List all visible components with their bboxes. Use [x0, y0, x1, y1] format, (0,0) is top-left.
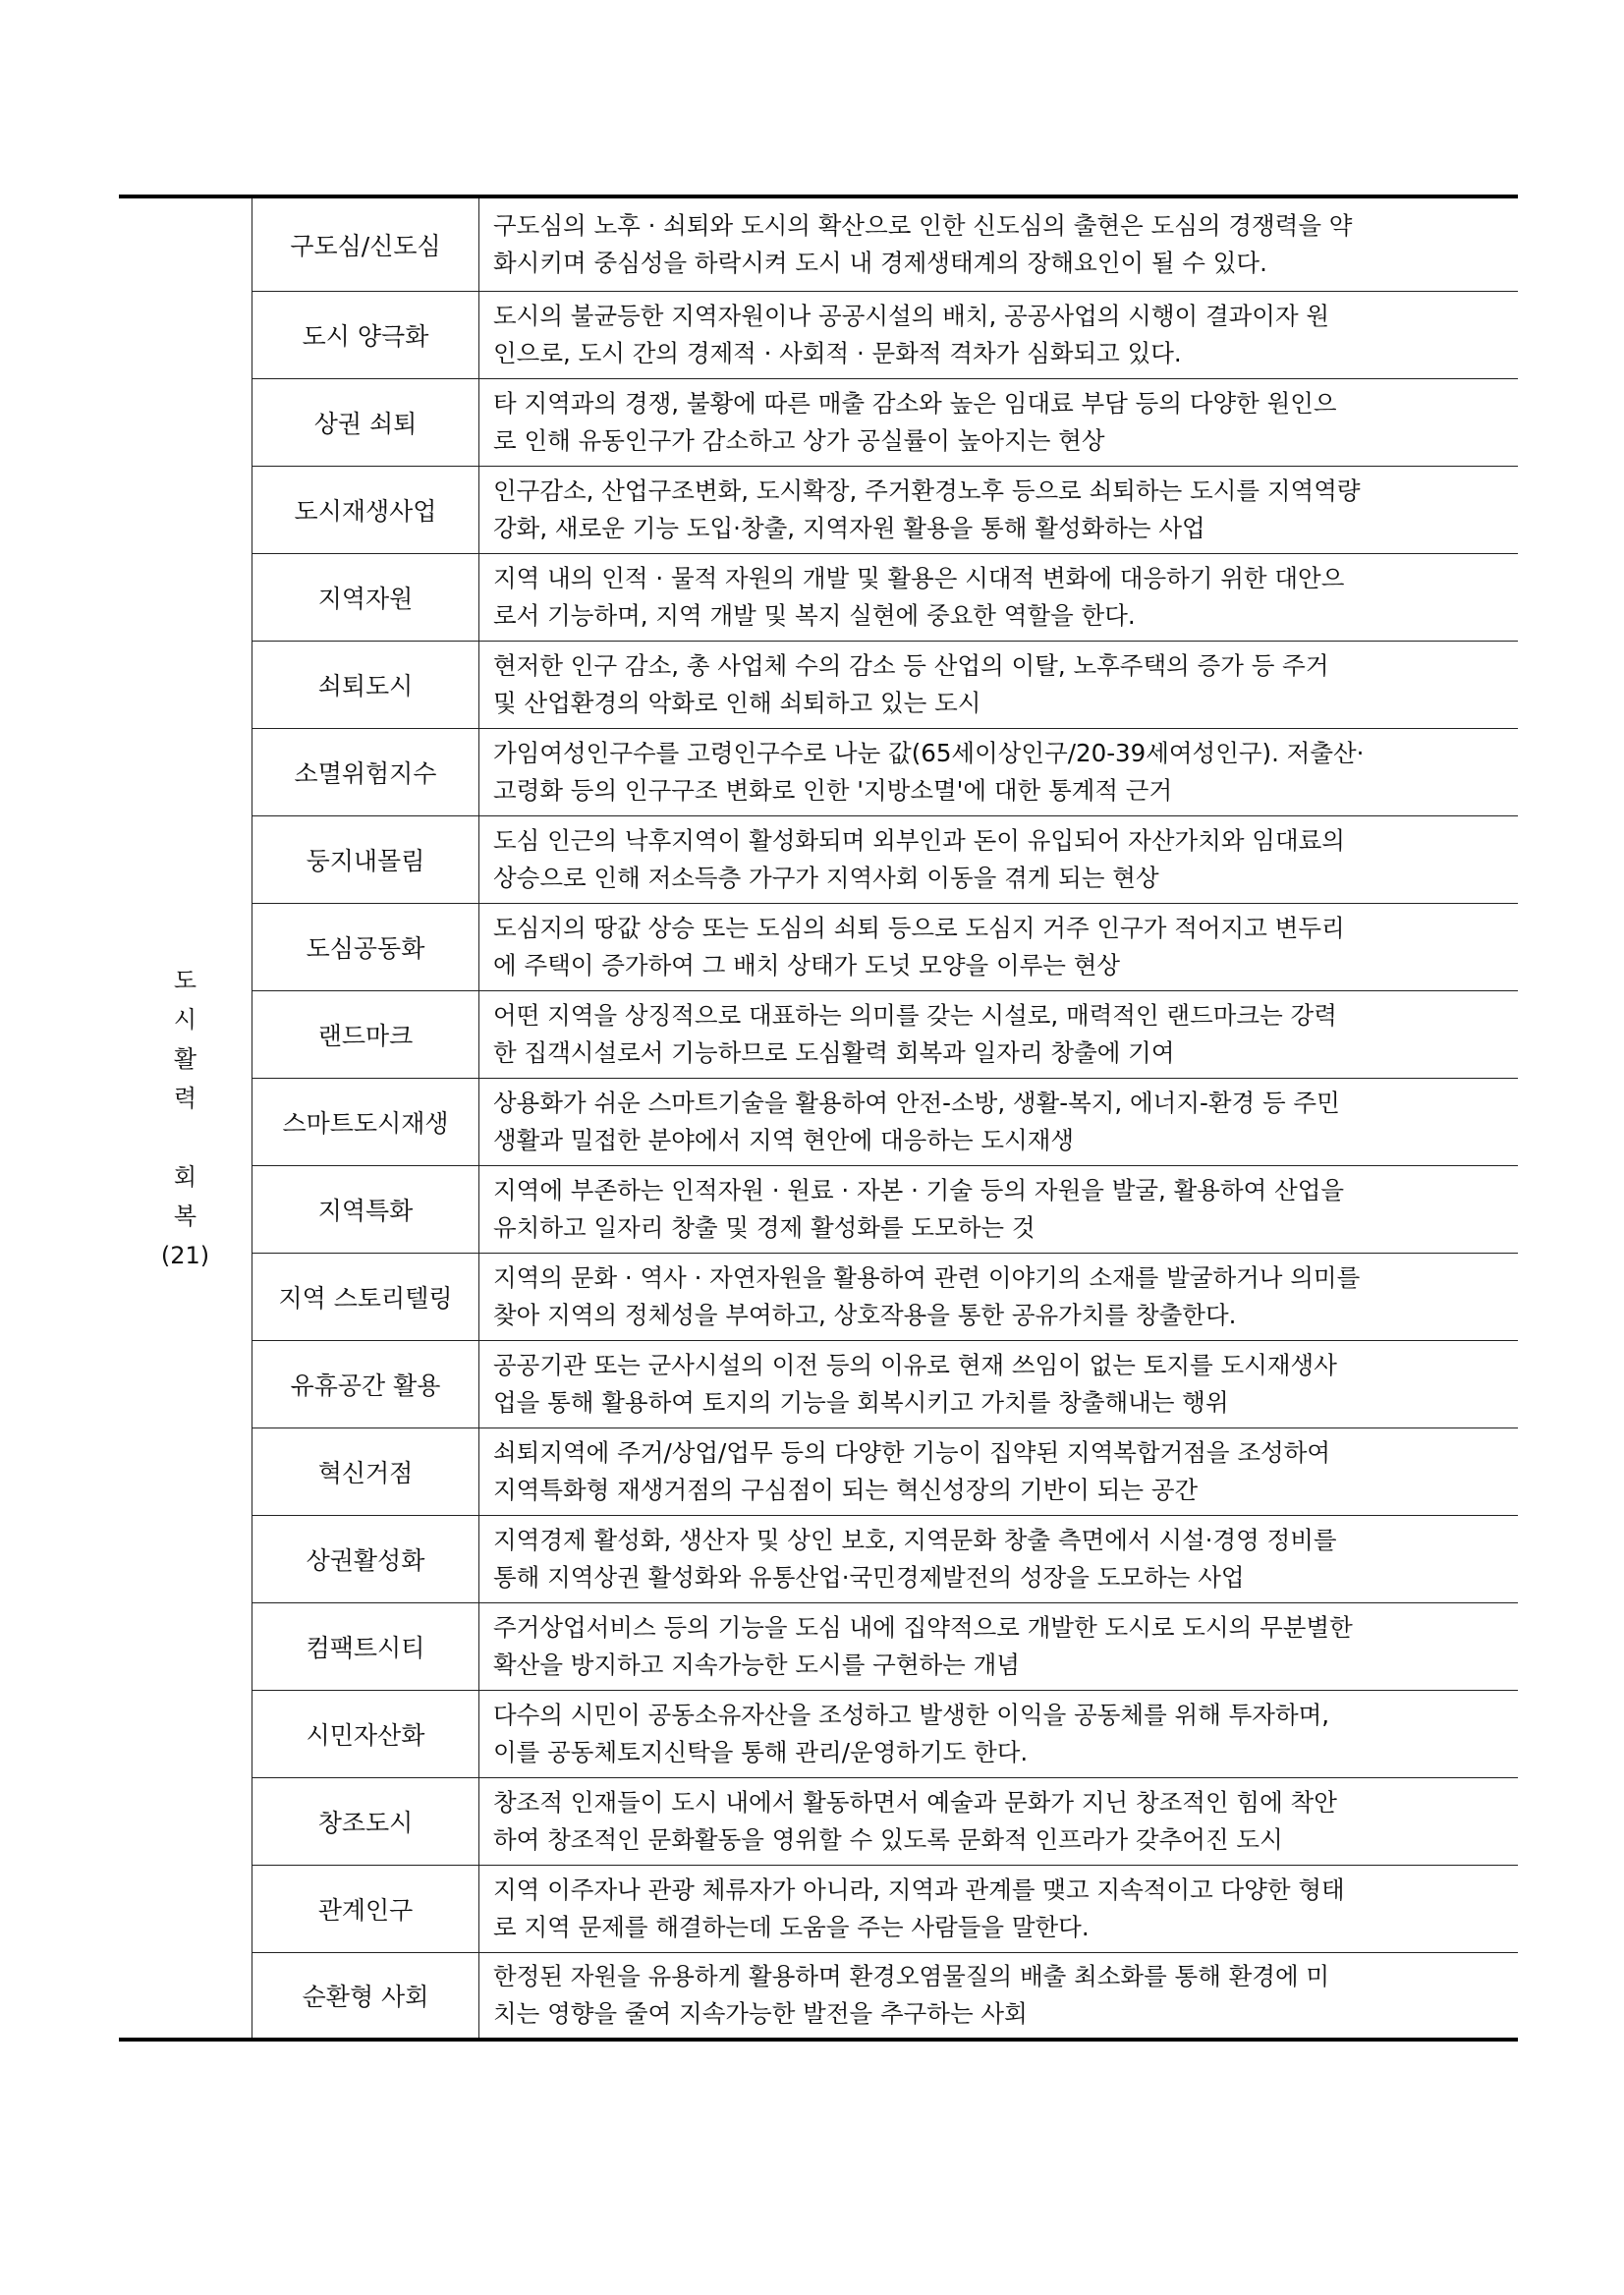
term-cell: 도심공동화 [252, 903, 479, 990]
definition-line: 에 주택이 증가하여 그 배치 상태가 도넛 모양을 이루는 현상 [493, 950, 1121, 980]
definition-cell [479, 1515, 1519, 1602]
term-cell: 구도심/신도심 [252, 196, 479, 291]
definition-line: 타 지역과의 경쟁, 불황에 따른 매출 감소와 높은 임대료 부담 등의 다양한 원인으 [493, 388, 1337, 418]
definition-cell [479, 1602, 1519, 1690]
definition-line: 유치하고 일자리 창출 및 경제 활성화를 도모하는 것 [493, 1212, 1036, 1242]
definition-cell [479, 1690, 1519, 1777]
table-row [119, 641, 1518, 728]
definition-line: 도심지의 땅값 상승 또는 도심의 쇠퇴 등으로 도심지 거주 인구가 적어지고 변두리 [493, 913, 1345, 942]
term-cell: 유휴공간 활용 [252, 1340, 479, 1427]
table-row [119, 1515, 1518, 1602]
term-cell: 도시 양극화 [252, 291, 479, 378]
definition-line: 지역 이주자나 관광 체류자가 아니라, 지역과 관계를 맺고 지속적이고 다양한 형태 [493, 1875, 1345, 1904]
term-cell: 상권활성화 [252, 1515, 479, 1602]
definition-line: 인으로, 도시 간의 경제적 · 사회적 · 문화적 격차가 심화되고 있다. [493, 338, 1182, 367]
table-row [119, 1078, 1518, 1165]
definition-cell [479, 641, 1519, 728]
definition-line: 로서 기능하며, 지역 개발 및 복지 실현에 중요한 역할을 한다. [493, 600, 1136, 630]
definition-line: 주거상업서비스 등의 기능을 도심 내에 집약적으로 개발한 도시로 도시의 무분별한 [493, 1612, 1353, 1642]
definition-cell [479, 990, 1519, 1078]
definition-line: 화시키며 중심성을 하락시켜 도시 내 경제생태계의 장해요인이 될 수 있다. [493, 248, 1267, 277]
table-row [119, 291, 1518, 378]
definition-line: 상승으로 인해 저소득층 가구가 지역사회 이동을 겪게 되는 현상 [493, 863, 1159, 892]
glossary-body [119, 196, 1518, 2040]
term-cell: 관계인구 [252, 1865, 479, 1952]
term-cell: 쇠퇴도시 [252, 641, 479, 728]
definition-line: 로 지역 문제를 해결하는데 도움을 주는 사람들을 말한다. [493, 1912, 1090, 1941]
table-row [119, 1340, 1518, 1427]
glossary-table [119, 195, 1518, 2042]
term-cell: 시민자산화 [252, 1690, 479, 1777]
table-row [119, 903, 1518, 990]
definition-line: 도심 인근의 낙후지역이 활성화되며 외부인과 돈이 유입되어 자산가치와 임대료의 [493, 825, 1345, 855]
definition-line: 하여 창조적인 문화활동을 영위할 수 있도록 문화적 인프라가 갖추어진 도시 [493, 1824, 1283, 1854]
definition-line: 어떤 지역을 상징적으로 대표하는 의미를 갖는 시설로, 매력적인 랜드마크는 강력 [493, 1000, 1337, 1030]
term-cell: 창조도시 [252, 1777, 479, 1865]
definition-line: 치는 영향을 줄여 지속가능한 발전을 추구하는 사회 [493, 1998, 1028, 2028]
category-char: 도 [173, 967, 197, 994]
definition-line: 쇠퇴지역에 주거/상업/업무 등의 다양한 기능이 집약된 지역복합거점을 조성하여 [493, 1437, 1331, 1467]
definition-line: 한정된 자원을 유용하게 활용하며 환경오염물질의 배출 최소화를 통해 환경에 미 [493, 1961, 1330, 1990]
table-row [119, 728, 1518, 815]
table-row [119, 815, 1518, 903]
term-cell: 혁신거점 [252, 1427, 479, 1515]
definition-line: 강화, 새로운 기능 도입·창출, 지역자원 활용을 통해 활성화하는 사업 [493, 513, 1205, 542]
definition-cell [479, 1340, 1519, 1427]
table-row [119, 196, 1518, 291]
definition-line: 창조적 인재들이 도시 내에서 활동하면서 예술과 문화가 지닌 창조적인 힘에 착안 [493, 1787, 1337, 1817]
table-row [119, 553, 1518, 641]
definition-cell [479, 291, 1519, 378]
table-row [119, 466, 1518, 553]
definition-line: 및 산업환경의 악화로 인해 쇠퇴하고 있는 도시 [493, 688, 981, 717]
definition-line: 업을 통해 활용하여 토지의 기능을 회복시키고 가치를 창출해내는 행위 [493, 1387, 1229, 1417]
definition-line: 가임여성인구수를 고령인구수로 나눈 값(65세이상인구/20-39세여성인구). 저출산· [493, 738, 1365, 767]
definition-line: 이를 공동체토지신탁을 통해 관리/운영하기도 한다. [493, 1737, 1029, 1766]
term-cell: 지역특화 [252, 1165, 479, 1253]
term-cell: 소멸위험지수 [252, 728, 479, 815]
definition-cell [479, 1165, 1519, 1253]
category-count: (21) [160, 1242, 210, 1269]
definition-line: 지역특화형 재생거점의 구심점이 되는 혁신성장의 기반이 되는 공간 [493, 1475, 1199, 1504]
definition-line: 한 집객시설로서 기능하므로 도심활력 회복과 일자리 창출에 기여 [493, 1037, 1175, 1067]
table-row [119, 990, 1518, 1078]
term-cell: 컴팩트시티 [252, 1602, 479, 1690]
definition-line: 고령화 등의 인구구조 변화로 인한 '지방소멸'에 대한 통계적 근거 [493, 775, 1173, 805]
term-cell: 둥지내몰림 [252, 815, 479, 903]
term-cell: 스마트도시재생 [252, 1078, 479, 1165]
table-row [119, 1602, 1518, 1690]
definition-cell [479, 1427, 1519, 1515]
table-row [119, 1690, 1518, 1777]
definition-line: 통해 지역상권 활성화와 유통산업·국민경제발전의 성장을 도모하는 사업 [493, 1562, 1245, 1592]
table-row [119, 378, 1518, 466]
definition-line: 지역에 부존하는 인적자원 · 원료 · 자본 · 기술 등의 자원을 발굴, 활용하여 산업을 [493, 1175, 1345, 1204]
definition-line: 공공기관 또는 군사시설의 이전 등의 이유로 현재 쓰임이 없는 토지를 도시재생사 [493, 1350, 1337, 1379]
category-char: 회 [173, 1163, 197, 1191]
category-char: 력 [173, 1085, 197, 1112]
definition-line: 지역의 문화 · 역사 · 자연자원을 활용하여 관련 이야기의 소재를 발굴하거나 의미를 [493, 1262, 1361, 1292]
definition-cell [479, 553, 1519, 641]
table-row [119, 1165, 1518, 1253]
definition-cell [479, 815, 1519, 903]
definition-line: 확산을 방지하고 지속가능한 도시를 구현하는 개념 [493, 1650, 1020, 1679]
table-row [119, 1952, 1518, 2040]
definition-cell [479, 1078, 1519, 1165]
term-cell: 상권 쇠퇴 [252, 378, 479, 466]
category-gap [119, 1118, 252, 1157]
category-char: 활 [173, 1045, 197, 1073]
definition-line: 생활과 밀접한 분야에서 지역 현안에 대응하는 도시재생 [493, 1125, 1075, 1154]
term-cell: 지역 스토리텔링 [252, 1253, 479, 1340]
definition-line: 로 인해 유동인구가 감소하고 상가 공실률이 높아지는 현상 [493, 425, 1105, 455]
definition-cell [479, 903, 1519, 990]
definition-line: 지역 내의 인적 · 물적 자원의 개발 및 활용은 시대적 변화에 대응하기 위한 대안으 [493, 563, 1345, 592]
table-row [119, 1427, 1518, 1515]
category-char: 시 [173, 1006, 197, 1034]
table-row [119, 1865, 1518, 1952]
category-char: 복 [173, 1203, 197, 1230]
definition-cell [479, 466, 1519, 553]
definition-line: 상용화가 쉬운 스마트기술을 활용하여 안전-소방, 생활-복지, 에너지-환경 등 주민 [493, 1088, 1340, 1117]
definition-cell [479, 1865, 1519, 1952]
definition-cell [479, 728, 1519, 815]
definition-line: 현저한 인구 감소, 총 사업체 수의 감소 등 산업의 이탈, 노후주택의 증가 등 주거 [493, 650, 1329, 680]
definition-cell [479, 1952, 1519, 2040]
definition-line: 도시의 불균등한 지역자원이나 공공시설의 배치, 공공사업의 시행이 결과이자 원 [493, 301, 1330, 330]
term-cell: 지역자원 [252, 553, 479, 641]
definition-cell [479, 378, 1519, 466]
table-row [119, 1777, 1518, 1865]
definition-cell [479, 1253, 1519, 1340]
definition-line: 다수의 시민이 공동소유자산을 조성하고 발생한 이익을 공동체를 위해 투자하며, [493, 1700, 1330, 1729]
term-cell: 랜드마크 [252, 990, 479, 1078]
definition-line: 구도심의 노후 · 쇠퇴와 도시의 확산으로 인한 신도심의 출현은 도심의 경쟁력을 약 [493, 210, 1353, 240]
term-cell: 순환형 사회 [252, 1952, 479, 2040]
definition-line: 인구감소, 산업구조변화, 도시확장, 주거환경노후 등으로 쇠퇴하는 도시를 지역역량 [493, 476, 1361, 505]
definition-line: 찾아 지역의 정체성을 부여하고, 상호작용을 통한 공유가치를 창출한다. [493, 1300, 1237, 1329]
definition-line: 지역경제 활성화, 생산자 및 상인 보호, 지역문화 창출 측면에서 시설·경영 정비를 [493, 1525, 1337, 1554]
term-cell: 도시재생사업 [252, 466, 479, 553]
table-row [119, 1253, 1518, 1340]
definition-cell [479, 196, 1519, 291]
category-cell [119, 196, 252, 2040]
definition-cell [479, 1777, 1519, 1865]
